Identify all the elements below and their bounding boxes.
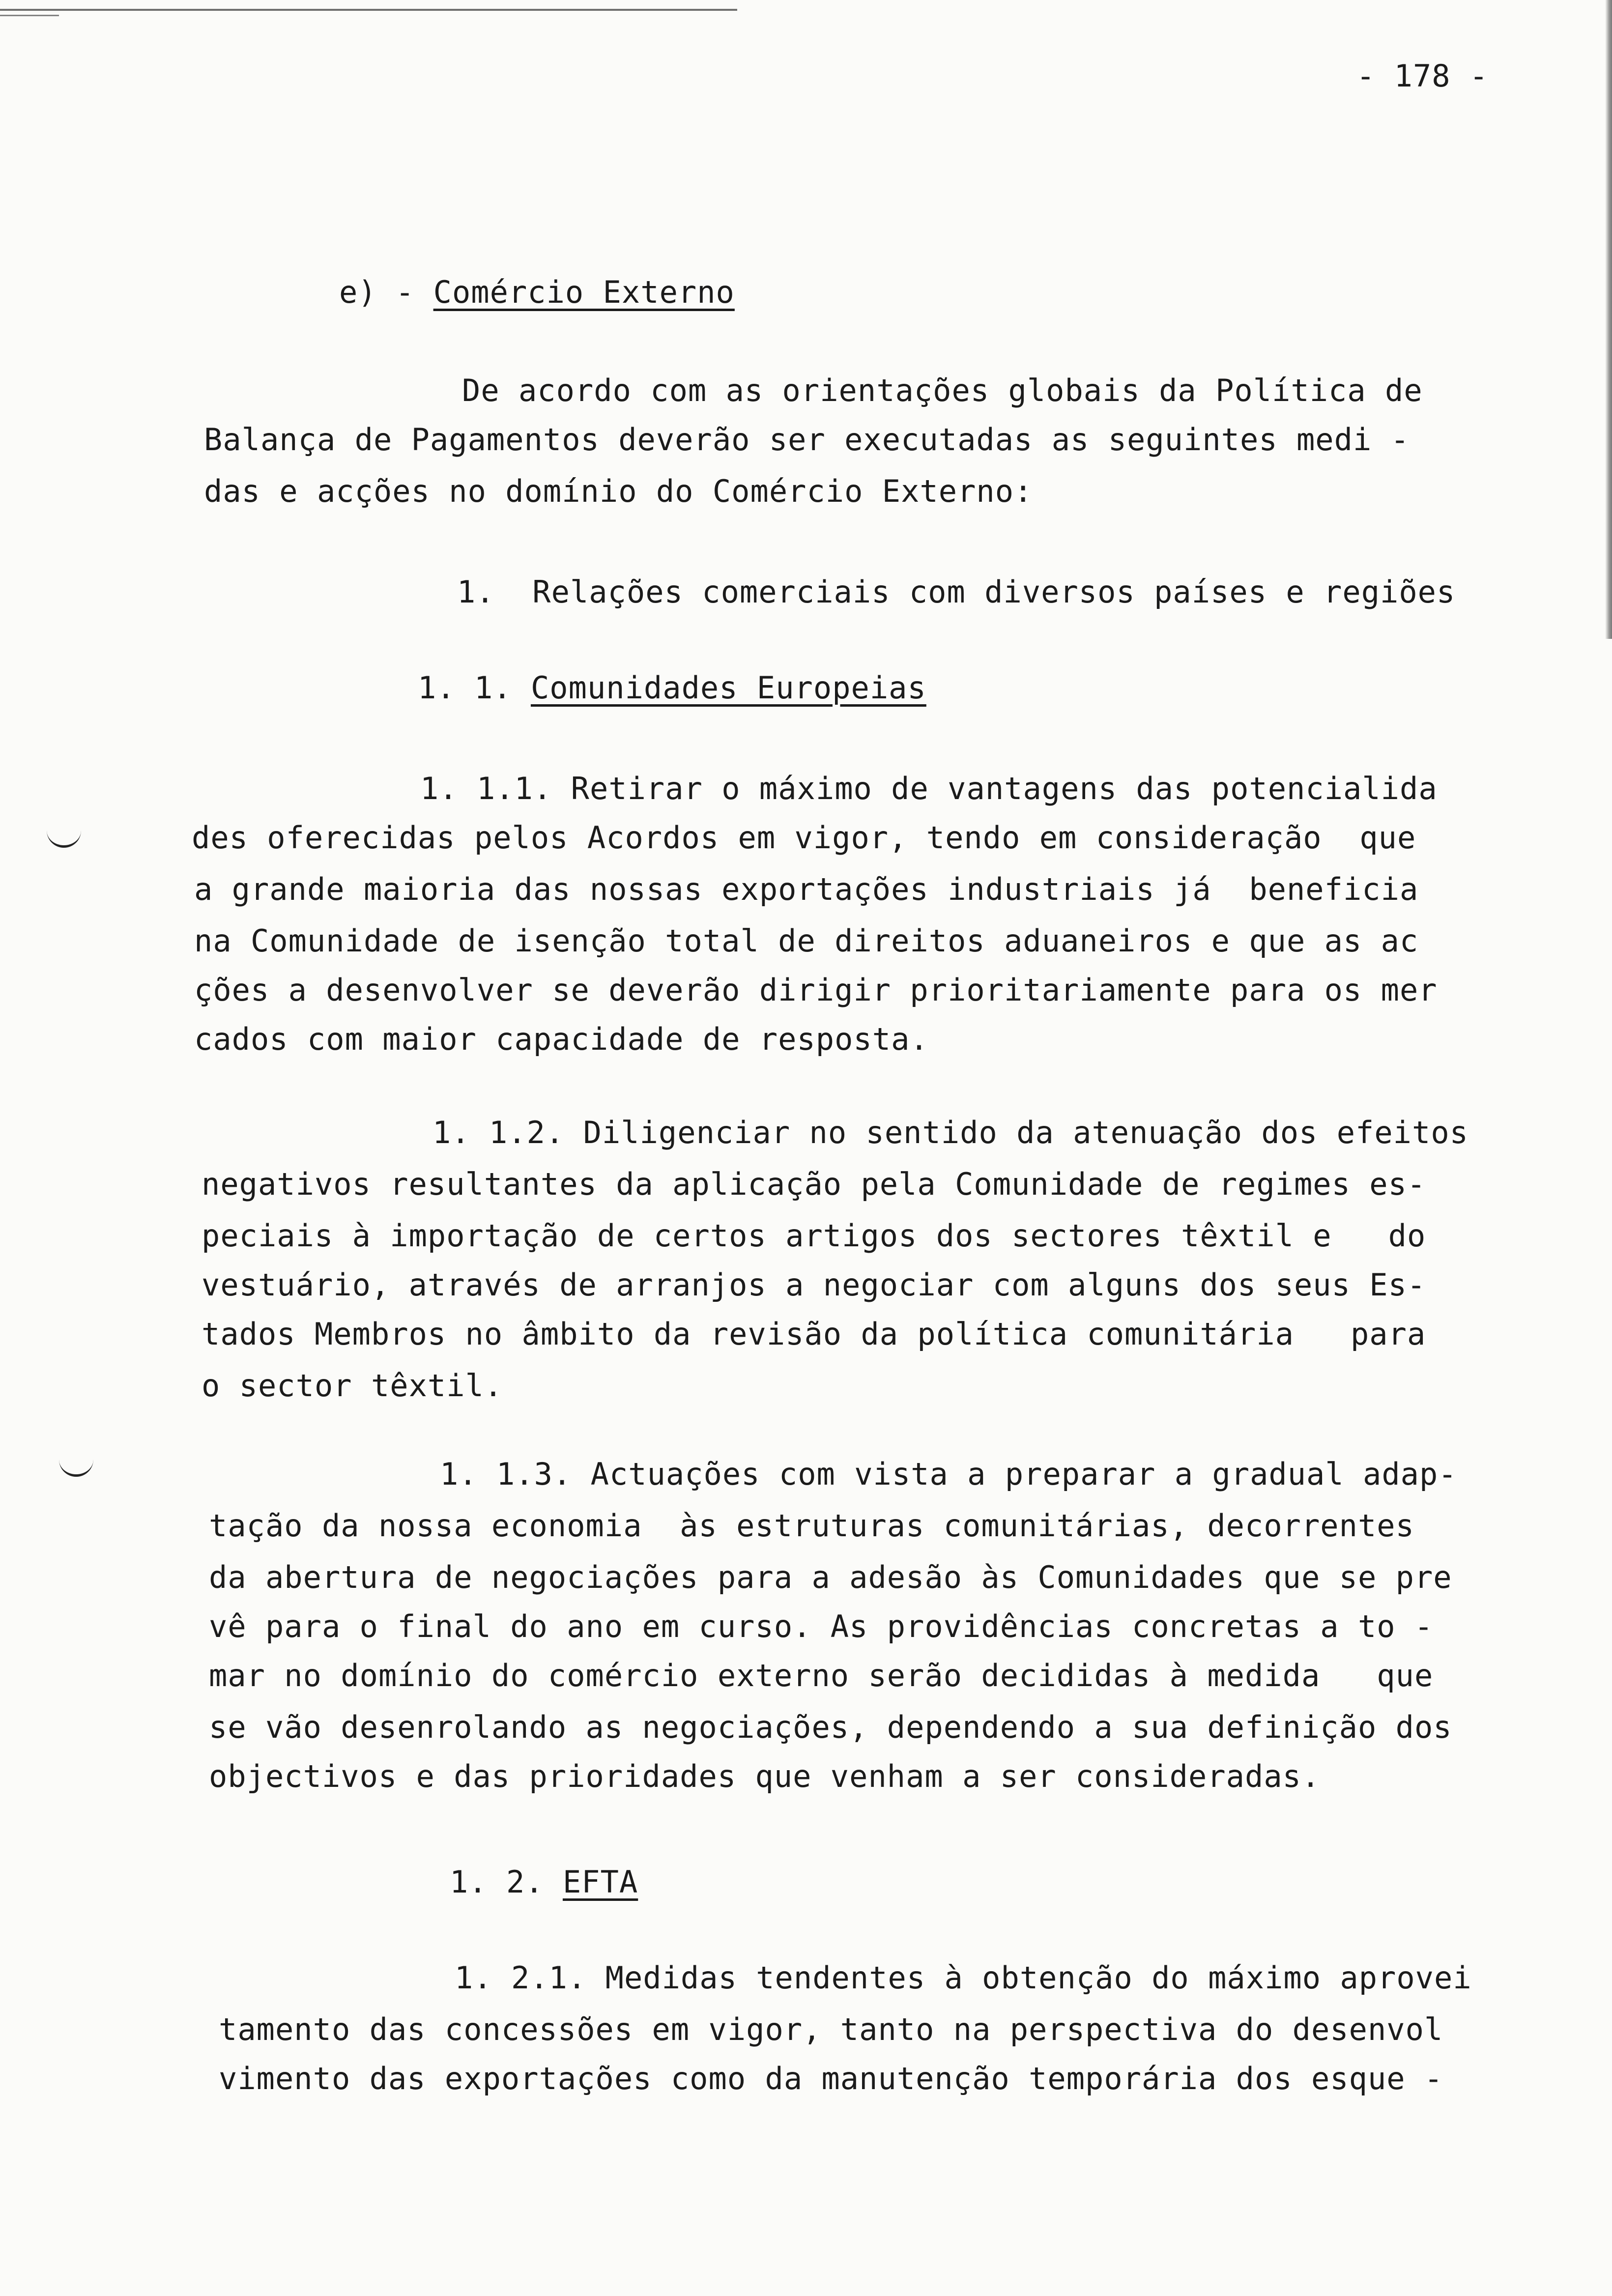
paragraph-1-1-2-line: peciais à importação de certos artigos dos sectores têxtil e do (202, 1218, 1426, 1254)
scan-top-rule-short (0, 15, 59, 16)
paragraph-1-2-1-line: vimento das exportações como da manutenção temporária dos esque - (219, 2061, 1443, 2096)
heading-1-1-title: Comunidades Europeias (530, 670, 926, 706)
section-title: Comércio Externo (433, 274, 735, 310)
paragraph-1-1-3-line: da abertura de negociações para a adesão às Comunidades que se pre (209, 1559, 1452, 1595)
paragraph-1-1-2-line: tados Membros no âmbito da revisão da política comunitária para (202, 1316, 1426, 1352)
paragraph-1-1-1-line: cados com maior capacidade de resposta. (194, 1021, 929, 1057)
paragraph-1-1-1-line: na Comunidade de isenção total de direitos aduaneiros e que as ac (194, 923, 1419, 959)
paragraph-1-1-3-line: se vão desenrolando as negociações, dependendo a sua definição dos (209, 1709, 1452, 1745)
scan-right-edge (1605, 0, 1612, 639)
paragraph-1-1-2-line: vestuário, através de arranjos a negociar com alguns dos seus Es- (202, 1267, 1426, 1303)
paragraph-1-1-3-line: objectivos e das prioridades que venham a ser consideradas. (209, 1758, 1321, 1794)
heading-1: 1. Relações comerciais com diversos países e regiões (457, 574, 1456, 610)
heading-1-2-title: EFTA (562, 1864, 638, 1900)
paragraph-1-1-1-line: des oferecidas pelos Acordos em vigor, tendo em consideração que (192, 820, 1416, 856)
paragraph-1-1-1-line: a grande maioria das nossas exportações industriais já beneficia (194, 871, 1419, 907)
scan-top-rule (0, 9, 737, 11)
paragraph-1-1-1-line: ções a desenvolver se deverão dirigir prioritariamente para os mer (194, 972, 1438, 1008)
paragraph-1-1-3-line: vê para o final do ano em curso. As providências concretas a to - (209, 1608, 1434, 1644)
paragraph-1-1-2-line: o sector têxtil. (202, 1368, 503, 1404)
heading-1-1: 1. 1. Comunidades Europeias (418, 670, 926, 706)
section-heading: e) - Comércio Externo (339, 274, 735, 310)
paragraph-1-1-3-line: tação da nossa economia às estruturas comunitárias, decorrentes (209, 1508, 1414, 1544)
paragraph-1-1-3-line: 1. 1.3. Actuações com vista a preparar a gradual adap- (440, 1456, 1457, 1492)
page-number: - 178 - (1356, 58, 1489, 94)
margin-mark (59, 1460, 93, 1477)
paragraph-1-1-3-line: mar no domínio do comércio externo serão decididas à medida que (209, 1658, 1434, 1693)
paragraph-1-1-1-line: 1. 1.1. Retirar o máximo de vantagens das potencialida (420, 771, 1438, 806)
paragraph-1-1-2-line: negativos resultantes da aplicação pela Comunidade de regimes es- (202, 1166, 1426, 1202)
intro-line: De acordo com as orientações globais da Política de (462, 373, 1423, 408)
paragraph-1-2-1-line: tamento das concessões em vigor, tanto na perspectiva do desenvol (219, 2011, 1443, 2047)
heading-1-2: 1. 2. EFTA (450, 1864, 638, 1900)
margin-mark (47, 831, 81, 848)
paragraph-1-1-2-line: 1. 1.2. Diligenciar no sentido da atenuação dos efeitos (432, 1115, 1468, 1150)
intro-line: das e acções no domínio do Comércio Externo: (204, 473, 1033, 509)
intro-line: Balança de Pagamentos deverão ser executadas as seguintes medi - (204, 422, 1410, 458)
paragraph-1-2-1-line: 1. 2.1. Medidas tendentes à obtenção do máximo aprovei (455, 1960, 1472, 1996)
